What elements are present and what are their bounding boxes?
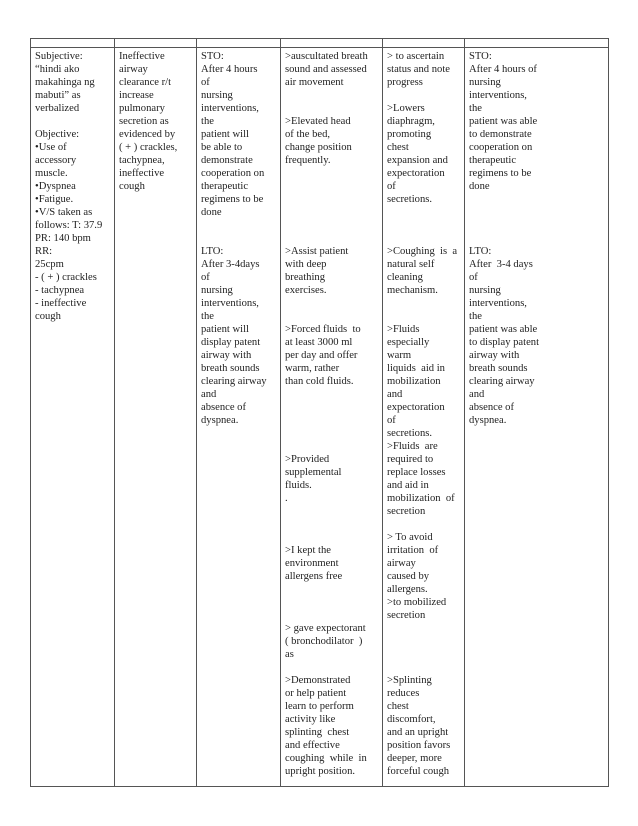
planning-cell — [197, 48, 281, 787]
interventions-text-line: >Elevated head — [285, 116, 351, 127]
rationale-text-line: >to mobilized — [387, 597, 447, 608]
evaluation-text-line: nursing — [469, 285, 501, 296]
blank-line — [469, 219, 605, 232]
evaluation-text-line: interventions, — [469, 90, 527, 101]
rationale-text-line: expectoration — [387, 402, 445, 413]
blank-line — [285, 297, 379, 310]
blank-line — [285, 193, 379, 206]
planning-text-line: absence of — [201, 402, 246, 413]
evaluation-text-line: absence of — [469, 402, 514, 413]
rationale-text-line: allergens. — [387, 584, 428, 595]
evaluation-text-line: done — [469, 181, 490, 192]
interventions-text-line: allergens free — [285, 571, 343, 582]
header-cell — [115, 39, 197, 48]
interventions-text-line: with deep — [285, 259, 327, 270]
blank-line — [201, 232, 277, 245]
blank-line — [387, 622, 461, 635]
planning-text-line: done — [201, 207, 222, 218]
evaluation-text-line: cooperation on — [469, 142, 533, 153]
diagnosis-text-line: evidenced by — [119, 129, 176, 140]
interventions-text-line: activity like — [285, 714, 336, 725]
rationale-text-line: and aid in — [387, 480, 429, 491]
blank-line — [387, 297, 461, 310]
planning-text-line: breath sounds — [201, 363, 260, 374]
planning-text-line: therapeutic — [201, 181, 249, 192]
planning-text-line: clearing airway — [201, 376, 267, 387]
blank-line — [387, 648, 461, 661]
interventions-text-line: >Demonstrated — [285, 675, 351, 686]
blank-line — [285, 609, 379, 622]
assessment-text-line: Objective: — [35, 129, 80, 140]
blank-line — [285, 102, 379, 115]
evaluation-text-line: interventions, — [469, 298, 527, 309]
blank-line — [285, 414, 379, 427]
planning-text-line: of — [201, 77, 210, 88]
blank-line — [285, 167, 379, 180]
assessment-text-line: RR: — [35, 246, 53, 257]
planning-text-line: patient will — [201, 324, 249, 335]
assessment-text-line: •Use of — [35, 142, 67, 153]
interventions-text-line: sound and assessed — [285, 64, 367, 75]
rationale-text-line: forceful cough — [387, 766, 450, 777]
evaluation-text-line: to demonstrate — [469, 129, 532, 140]
planning-text-line: of — [201, 272, 210, 283]
planning-text-line: be able to — [201, 142, 243, 153]
planning-text-line: After 3-4days — [201, 259, 260, 270]
rationale-text-line: caused by — [387, 571, 430, 582]
rationale-text-line: of — [387, 415, 396, 426]
diagnosis-text-line: ( + ) crackles, — [119, 142, 178, 153]
evaluation-text-line: STO: — [469, 51, 492, 62]
rationale-text-line: discomfort, — [387, 714, 436, 725]
rationale-text-line: warm — [387, 350, 412, 361]
assessment-text-line: •Dyspnea — [35, 181, 76, 192]
blank-line — [387, 635, 461, 648]
interventions-text-line: warm, rather — [285, 363, 340, 374]
assessment-text-line: •Fatigue. — [35, 194, 74, 205]
rationale-text-line: secretion — [387, 506, 426, 517]
blank-line — [285, 206, 379, 219]
rationale-text-line: secretions. — [387, 194, 433, 205]
diagnosis-text-line: ineffective — [119, 168, 165, 179]
rationale-text-line: liquids aid in — [387, 363, 445, 374]
interventions-text-line: breathing — [285, 272, 326, 283]
interventions-text-line: than cold fluids. — [285, 376, 354, 387]
rationale-text-line: position favors — [387, 740, 451, 751]
interventions-text-line: fluids. — [285, 480, 312, 491]
evaluation-text-line: nursing — [469, 77, 501, 88]
diagnosis-cell — [115, 48, 197, 787]
planning-text-line: LTO: — [201, 246, 224, 257]
evaluation-text-line: dyspnea. — [469, 415, 507, 426]
planning-text-line: nursing — [201, 90, 233, 101]
planning-text-line: STO: — [201, 51, 224, 62]
interventions-text-line: as — [285, 649, 294, 660]
blank-line — [469, 232, 605, 245]
rationale-text-line: especially — [387, 337, 430, 348]
evaluation-text-line: to display patent — [469, 337, 540, 348]
planning-text-line: interventions, — [201, 298, 259, 309]
blank-line — [285, 505, 379, 518]
rationale-text-line: of — [387, 181, 396, 192]
planning-text-line: airway with — [201, 350, 252, 361]
evaluation-text-line: of — [469, 272, 478, 283]
assessment-text-line: muscle. — [35, 168, 68, 179]
planning-text-line: After 4 hours — [201, 64, 258, 75]
header-cell — [281, 39, 383, 48]
blank-line — [285, 219, 379, 232]
rationale-text-line: mobilization of — [387, 493, 455, 504]
interventions-text-line: per day and offer — [285, 350, 358, 361]
rationale-text-line: required to — [387, 454, 434, 465]
assessment-text-line: cough — [35, 311, 61, 322]
evaluation-text-line: the — [469, 311, 482, 322]
assessment-text-line: “hindi ako — [35, 64, 80, 75]
planning-text-line: display patent — [201, 337, 261, 348]
assessment-text-line: Subjective: — [35, 51, 83, 62]
blank-line — [285, 583, 379, 596]
diagnosis-text-line: clearance r/t — [119, 77, 172, 88]
blank-line — [387, 232, 461, 245]
planning-text-line: and — [201, 389, 217, 400]
assessment-text-line: accessory — [35, 155, 77, 166]
planning-text-line: interventions, — [201, 103, 259, 114]
planning-text-line: regimens to be — [201, 194, 264, 205]
blank-line — [285, 518, 379, 531]
diagnosis-text-line: secretion as — [119, 116, 169, 127]
blank-line — [285, 531, 379, 544]
header-cell — [465, 39, 609, 48]
blank-line — [285, 661, 379, 674]
evaluation-text-line: therapeutic — [469, 155, 517, 166]
evaluation-text-line: LTO: — [469, 246, 492, 257]
interventions-text-line: coughing while in — [285, 753, 367, 764]
table-header-row — [31, 39, 609, 48]
rationale-text-line: expectoration — [387, 168, 445, 179]
interventions-text-line: >Assist patient — [285, 246, 349, 257]
evaluation-text-line: patient was able — [469, 116, 538, 127]
interventions-text-line: splinting chest — [285, 727, 350, 738]
nursing-care-plan-table — [30, 38, 609, 787]
rationale-text-line: > to ascertain — [387, 51, 445, 62]
rationale-text-line: chest — [387, 701, 409, 712]
assessment-text-line: verbalized — [35, 103, 80, 114]
rationale-text-line: status and note — [387, 64, 450, 75]
planning-text-line: nursing — [201, 285, 233, 296]
diagnosis-text-line: Ineffective — [119, 51, 165, 62]
interventions-text-line: >Provided — [285, 454, 330, 465]
evaluation-text-line: After 4 hours of — [469, 64, 537, 75]
interventions-text-line: supplemental — [285, 467, 342, 478]
interventions-text-line: exercises. — [285, 285, 327, 296]
rationale-text-line: cleaning — [387, 272, 423, 283]
blank-line — [201, 219, 277, 232]
blank-line — [35, 115, 111, 128]
interventions-text-line: frequently. — [285, 155, 331, 166]
assessment-text-line: PR: 140 bpm — [35, 233, 91, 244]
assessment-text-line: makahinga ng — [35, 77, 95, 88]
evaluation-text-line: clearing airway — [469, 376, 535, 387]
rationale-text-line: mobilization — [387, 376, 441, 387]
evaluation-text-line: the — [469, 103, 482, 114]
blank-line — [387, 89, 461, 102]
assessment-cell — [31, 48, 115, 787]
interventions-text-line: of the bed, — [285, 129, 331, 140]
blank-line — [285, 440, 379, 453]
assessment-text-line: - ineffective — [35, 298, 87, 309]
planning-text-line: demonstrate — [201, 155, 253, 166]
rationale-text-line: expansion and — [387, 155, 448, 166]
rationale-text-line: promoting — [387, 129, 432, 140]
rationale-text-line: reduces — [387, 688, 420, 699]
interventions-text-line: at least 3000 ml — [285, 337, 353, 348]
rationale-text-line: secretion — [387, 610, 426, 621]
diagnosis-text-line: pulmonary — [119, 103, 165, 114]
header-cell — [197, 39, 281, 48]
rationale-text-line: mechanism. — [387, 285, 438, 296]
rationale-text-line: progress — [387, 77, 423, 88]
interventions-text-line: environment — [285, 558, 339, 569]
assessment-text-line: mabuti” as — [35, 90, 81, 101]
rationale-text-line: and — [387, 389, 403, 400]
blank-line — [387, 206, 461, 219]
rationale-text-line: >Coughing is a — [387, 246, 458, 257]
rationale-text-line: irritation of — [387, 545, 439, 556]
interventions-cell — [281, 48, 383, 787]
interventions-text-line: upright position. — [285, 766, 356, 777]
blank-line — [469, 206, 605, 219]
blank-line — [285, 232, 379, 245]
table-body-row — [31, 48, 609, 787]
interventions-text-line: air movement — [285, 77, 344, 88]
interventions-text-line: change position — [285, 142, 352, 153]
planning-text-line: the — [201, 311, 214, 322]
blank-line — [285, 180, 379, 193]
rationale-text-line: natural self — [387, 259, 435, 270]
diagnosis-text-line: tachypnea, — [119, 155, 165, 166]
header-cell — [31, 39, 115, 48]
assessment-text-line: •V/S taken as — [35, 207, 93, 218]
evaluation-text-line: regimens to be — [469, 168, 532, 179]
diagnosis-text-line: airway — [119, 64, 148, 75]
evaluation-text-line: airway with — [469, 350, 520, 361]
blank-line — [387, 219, 461, 232]
evaluation-text-line: breath sounds — [469, 363, 528, 374]
assessment-text-line: - ( + ) crackles — [35, 272, 97, 283]
assessment-text-line: - tachypnea — [35, 285, 85, 296]
rationale-text-line: secretions. — [387, 428, 433, 439]
evaluation-text-line: After 3-4 days — [469, 259, 533, 270]
rationale-text-line: > To avoid — [387, 532, 433, 543]
rationale-text-line: >Splinting — [387, 675, 432, 686]
interventions-text-line: >I kept the — [285, 545, 331, 556]
diagnosis-text-line: cough — [119, 181, 145, 192]
evaluation-text-line: and — [469, 389, 485, 400]
rationale-text-line: >Fluids are — [387, 441, 438, 452]
blank-line — [387, 310, 461, 323]
blank-line — [469, 193, 605, 206]
planning-text-line: patient will — [201, 129, 249, 140]
blank-line — [387, 661, 461, 674]
evaluation-cell — [465, 48, 609, 787]
assessment-text-line: 25cpm — [35, 259, 64, 270]
interventions-text-line: > gave expectorant — [285, 623, 366, 634]
blank-line — [387, 518, 461, 531]
rationale-cell — [383, 48, 465, 787]
evaluation-text-line: patient was able — [469, 324, 538, 335]
interventions-text-line: >auscultated breath — [285, 51, 368, 62]
blank-line — [285, 401, 379, 414]
blank-line — [285, 596, 379, 609]
interventions-text-line: learn to perform — [285, 701, 354, 712]
interventions-text-line: or help patient — [285, 688, 347, 699]
rationale-text-line: >Lowers — [387, 103, 425, 114]
rationale-text-line: and an upright — [387, 727, 449, 738]
blank-line — [285, 388, 379, 401]
rationale-text-line: deeper, more — [387, 753, 442, 764]
header-cell — [383, 39, 465, 48]
interventions-text-line: ( bronchodilator ) — [285, 636, 363, 647]
blank-line — [285, 310, 379, 323]
rationale-text-line: airway — [387, 558, 416, 569]
planning-text-line: dyspnea. — [201, 415, 239, 426]
assessment-text-line: follows: T: 37.9 — [35, 220, 103, 231]
blank-line — [285, 89, 379, 102]
rationale-text-line: chest — [387, 142, 409, 153]
interventions-text-line: >Forced fluids to — [285, 324, 361, 335]
rationale-text-line: >Fluids — [387, 324, 420, 335]
blank-line — [285, 427, 379, 440]
planning-text-line: the — [201, 116, 214, 127]
rationale-text-line: diaphragm, — [387, 116, 435, 127]
interventions-text-line: and effective — [285, 740, 340, 751]
planning-text-line: cooperation on — [201, 168, 265, 179]
rationale-text-line: replace losses — [387, 467, 446, 478]
interventions-text-line: . — [285, 493, 288, 504]
diagnosis-text-line: increase — [119, 90, 154, 101]
